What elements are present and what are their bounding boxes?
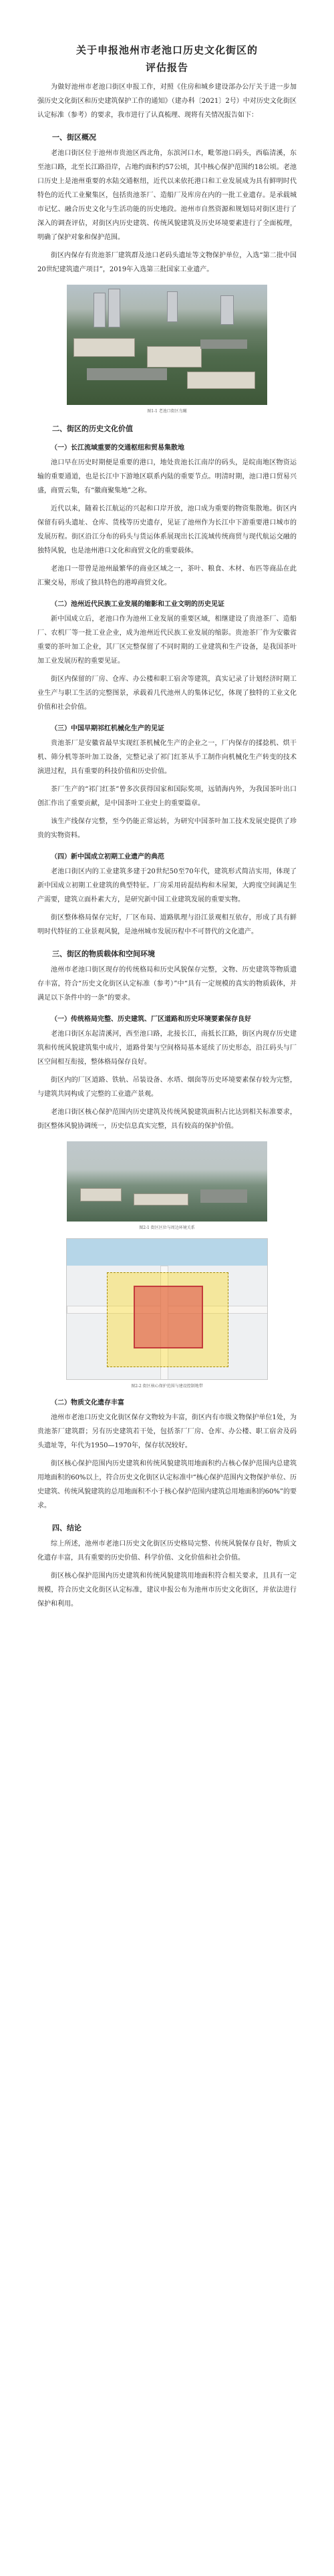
aerial-photo xyxy=(67,285,267,405)
subsection-heading: （四）新中国成立初期工业遗产的典范 xyxy=(51,853,164,861)
body-paragraph: 池州市老池口历史文化街区保存文物较为丰富，街区内有市级文物保护单位1处，为贵池茶厂建筑群；另有历史建筑若干处，包括茶厂厂房、仓库、办公楼、职工宿舍及码头遗址等，年代为1950—1970年，保存状况较好。 xyxy=(37,1414,297,1449)
section-1-paragraph: 街区内保存有贵池茶厂建筑群及池口老码头遗址等文物保护单位，入选“第二批中国20世纪建筑遗产项目”，2019年入选第三批国家工业遗产。 xyxy=(37,252,297,273)
body-paragraph: 池口早在历史时期便是重要的港口，地处贵池长江南岸的码头，是皖南地区物资运输的重要通道，也是长江中下游地区联系内陆的重要节点。明清时期，池口港口贸易兴盛，商贾云集，有“徽商聚集地”之称。 xyxy=(37,459,297,494)
subsection-heading: （一）长江流域重要的交通枢纽和贸易集散地 xyxy=(51,444,184,452)
body-paragraph: 老池口街区东起清溪河，西至池口路，北接长江，南抵长江路，街区内现存历史建筑和传统风貌建筑集中成片，道路骨架与空间格局基本延续了历史形态，沿江码头与厂区空间相互衔接，整体格局保存良好。 xyxy=(37,1030,297,1066)
section-1-paragraph: 老池口街区位于池州市贵池区西北角，东滨河口水，毗邻池口码头，西临清溪，东至池口路，北至长江路沿岸，占地约面积约57公顷，其中核心保护范围约18公顷。老池口历史上是池州重要的水陆交通枢纽，近代以来依托港口和工业发展成为具有鲜明时代特色的近代工业聚集区，包括贵池茶厂、造船厂及库房在内的一批工业遗存。是承载城市记忆、融合历史文化与生活功能的历史地段。池州市自然资源和规划局对街区进行了深入的调查评估，对街区内历史建筑、传统风貌建筑及历史环境要素进行了全面梳理，明确了保护对象和保护范围。 xyxy=(37,150,297,241)
protection-map xyxy=(66,1238,268,1380)
body-paragraph: 老池口街区核心保护范围内历史建筑及传统风貌建筑面积占比达到相关标准要求，街区整体风貌协调统一，历史信息真实完整，具有较高的保护价值。 xyxy=(37,1109,297,1130)
subsection-heading: （二）池州近代民族工业发展的缩影和工业文明的历史见证 xyxy=(51,601,224,608)
body-paragraph: 街区整体格局保存完好，厂区布局、道路肌理与沿江景观相互依存，形成了具有鲜明时代特征的工业景观风貌，是池州城市发展历程中不可替代的文化遗产。 xyxy=(37,914,297,936)
subsection-heading: （一）传统格局完整、历史建筑、厂区道路和历史环境要素保存良好 xyxy=(51,1016,251,1023)
body-paragraph: 街区核心保护范围内历史建筑和传统风貌建筑用地面积符合相关要求，且具有一定规模，符合历史文化街区认定标准，建议申报公布为池州市历史文化街区，并依法进行保护和利用。 xyxy=(37,1572,297,1608)
subsection-heading: （三）中国早期祁红机械化生产的见证 xyxy=(51,725,164,732)
title-line-2: 评估报告 xyxy=(145,61,188,74)
body-paragraph: 茶厂生产的“祁门红茶”曾多次获得国家和国际奖项，远销海内外，为我国茶叶出口创汇作出了重要贡献，是中国茶叶工业史上的重要篇章。 xyxy=(37,786,297,807)
body-paragraph: 池州市老池口街区现存的传统格局和历史风貌保存完整，文物、历史建筑等物质遗存丰富，符合“历史文化街区认定标准（参考）”中“具有一定规模的真实的物质载体，并满足以下条件中的一条”的要求。 xyxy=(37,966,297,1002)
body-paragraph: 街区核心保护范围内历史建筑和传统风貌建筑用地面积约占核心保护范围内总建筑用地面积的60%以上，符合历史文化街区认定标准中“核心保护范围内文物保护单位、历史建筑、传统风貌建筑的总用地面积不小于核心保护范围内建筑总用地面积的60%”的要求。 xyxy=(37,1460,297,1510)
river-photo xyxy=(67,1141,267,1222)
body-paragraph: 老池口一带曾是池州最繁华的商业区域之一，茶叶、粮食、木材、布匹等商品在此汇聚交易，形成了独具特色的港埠商贸文化。 xyxy=(37,565,297,587)
figure-caption: 图1-1 老池口街区鸟瞰 xyxy=(147,409,187,414)
section-4-heading: 四、结论 xyxy=(52,1524,81,1532)
body-paragraph: 该生产线保存完整，至今仍能正常运转，为研究中国茶叶加工技术发展史提供了珍贵的实物资料。 xyxy=(37,818,297,839)
body-paragraph: 新中国成立后，老池口作为池州工业发展的重要区域，相继建设了贵池茶厂、造船厂、农机厂等一批工业企业，成为池州近代民族工业发展的缩影。贵池茶厂作为安徽省重要的茶叶加工企业，其厂区完整保留了不同时期的工业建筑和生产设备，是我国茶叶加工业发展历程的重要见证。 xyxy=(37,615,297,665)
intro-paragraph: 为做好池州市老池口街区申报工作，对照《住房和城乡建设部办公厅关于进一步加强历史文化街区和历史建筑保护工作的通知》（建办科〔2021〕2号）中对历史文化街区认定标准（参考）的要求，我市进行了认真梳理、现将有关情况报告如下： xyxy=(37,84,297,119)
document-title xyxy=(37,0,297,76)
figure-caption: 图2-2 街区核心保护范围与建设控制地带 xyxy=(131,1384,203,1389)
figure-caption: 图2-1 街区区位与周边环境关系 xyxy=(139,1226,195,1230)
title-line-1: 关于申报池州市老池口历史文化街区的 xyxy=(75,44,258,56)
body-paragraph: 街区内保留的厂房、仓库、办公楼和职工宿舍等建筑，真实记录了计划经济时期工业生产与职工生活的完整图景，承载着几代池州人的集体记忆，体现了独特的工业文化价值和社会价值。 xyxy=(37,676,297,711)
body-paragraph: 综上所述，池州市老池口历史文化街区历史格局完整、传统风貌保存良好，物质文化遗存丰富，具有重要的历史价值、科学价值、文化价值和社会价值。 xyxy=(37,1540,297,1562)
section-3-heading: 三、街区的物质载体和空间环境 xyxy=(52,950,155,958)
body-paragraph: 近代以来，随着长江航运的兴起和口岸开放，池口成为重要的物资集散地。街区内保留有码头遗址、仓库、货栈等历史遗存，见证了池州作为长江中下游重要港口城市的发展历程。街区沿江分布的码头与货运体系展现出长江流域传统商贸与现代航运交融的独特风貌，也是池州港口文化和商贸文化的重要载体。 xyxy=(37,505,297,555)
body-paragraph: 老池口街区内的工业建筑多建于20世纪50至70年代，建筑形式简洁实用，体现了新中国成立初期工业建筑的典型特征。厂房采用砖混结构和木屋架，大跨度空间满足生产需要，建筑立面朴素大方，是研究新中国工业建筑发展的重要实物。 xyxy=(37,868,297,903)
subsection-heading: （二）物质文化遗存丰富 xyxy=(51,1399,124,1407)
section-1-heading: 一、街区概况 xyxy=(52,133,96,142)
body-paragraph: 贵池茶厂是安徽省最早实现红茶机械化生产的企业之一，厂内保存的揉捻机、烘干机、筛分机等茶叶加工设备，完整记录了祁门红茶从手工制作向机械化生产转变的技术演进过程，具有重要的科技价值和历史价值。 xyxy=(37,740,297,775)
section-2-heading: 二、街区的历史文化价值 xyxy=(52,424,133,433)
body-paragraph: 街区内的厂区道路、铁轨、吊装设备、水塔、烟囱等历史环境要素保存较为完整，与建筑共同构成了完整的工业遗产景观。 xyxy=(37,1077,297,1098)
